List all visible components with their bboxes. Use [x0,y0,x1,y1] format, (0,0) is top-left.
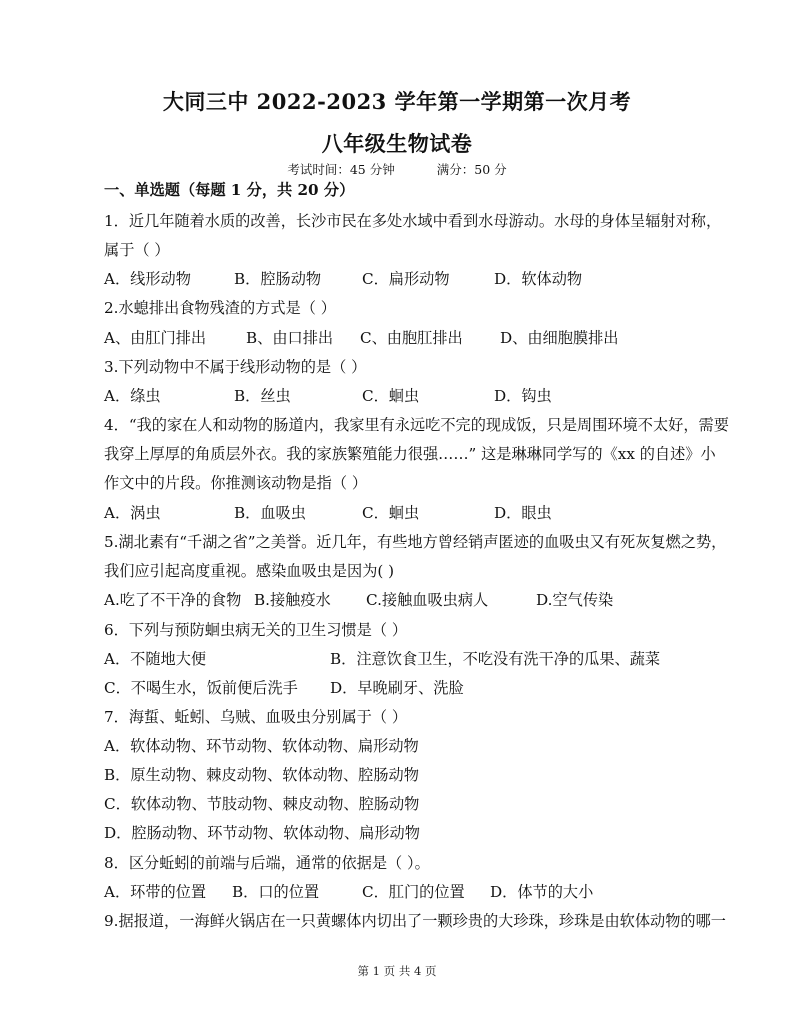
question-9-stem: 9.据报道，一海鲜火锅店在一只黄螺体内切出了一颗珍贵的大珍珠，珍珠是由软体动物的哪一 [104,912,726,930]
exam-time: 考试时间：45 分钟 [287,162,395,177]
question-6-options-row1 [104,649,704,669]
option-c: C.接触血吸虫病人 [366,591,489,609]
option-c: C、由胞肛排出 [360,329,463,347]
option-d: D．钩虫 [494,387,552,405]
section-heading: 一、单选题（每题 1 分，共 20 分） [104,181,355,199]
question-4-stem-cont: 我穿上厚厚的角质层外衣。我的家族繁殖能力很强……” 这是琳琳同学写的《xx 的自述》小 [104,445,716,463]
exam-info [0,160,794,178]
option-c: C．蛔虫 [362,504,420,522]
option-d: D．早晚刷牙、洗脸 [330,679,464,697]
option-b: B．血吸虫 [234,504,306,522]
exam-title: 大同三中 2022-2023 学年第一学期第一次月考 [162,89,632,114]
option-a: A.吃了不干净的食物 [104,591,242,609]
question-6-stem: 6．下列与预防蛔虫病无关的卫生习惯是（ ） [104,621,408,639]
option-a: A．线形动物 [104,270,191,288]
exam-score: 满分：50 分 [436,162,507,177]
question-8-options [104,882,704,902]
option-d: D．腔肠动物、环节动物、软体动物、扁形动物 [104,824,420,842]
option-d: D.空气传染 [536,591,614,609]
option-d: D．眼虫 [494,504,552,522]
option-a: A、由肛门排出 [104,329,207,347]
option-a: A．不随地大便 [104,650,207,668]
question-1-stem: 1．近几年随着水质的改善，长沙市民在多处水域中看到水母游动。水母的身体呈辐射对称， [104,212,722,230]
question-8-stem: 8．区分蚯蚓的前端与后端，通常的依据是（ ）。 [104,854,430,872]
question-2-options [104,328,704,348]
option-b: B．丝虫 [234,387,291,405]
option-b: B．腔肠动物 [234,270,322,288]
question-1-stem-cont: 属于（ ） [104,241,170,259]
question-7-stem: 7．海蜇、蚯蚓、乌贼、血吸虫分别属于（ ） [104,708,408,726]
question-3-stem: 3.下列动物中不属于线形动物的是（ ） [104,358,367,376]
option-c: C．肛门的位置 [362,883,465,901]
exam-subtitle: 八年级生物试卷 [321,131,473,156]
question-5-options [104,590,704,610]
question-4-stem-cont2: 作文中的片段。你推测该动物是指（ ） [104,474,368,492]
option-c: C．扁形动物 [362,270,450,288]
option-c: C．软体动物、节肢动物、棘皮动物、腔肠动物 [104,795,420,813]
question-5-stem-cont: 我们应引起高度重视。感染血吸虫是因为( ) [104,562,395,580]
option-b: B．口的位置 [232,883,320,901]
option-d: D．软体动物 [494,270,583,288]
question-4-stem: 4．“我的家在人和动物的肠道内，我家里有永远吃不完的现成饭，只是周围环境不太好，需要 [104,416,729,434]
option-b: B．注意饮食卫生，不吃没有洗干净的瓜果、蔬菜 [330,650,661,668]
option-c: C．不喝生水，饭前便后洗手 [104,679,298,697]
option-d: D、由细胞膜排出 [500,329,619,347]
page-footer: 第 1 页 共 4 页 [357,964,437,978]
question-3-options [104,386,704,406]
question-4-options [104,503,704,523]
option-d: D．体节的大小 [490,883,594,901]
question-2-stem: 2.水螅排出食物残渣的方式是（ ） [104,299,336,317]
question-5-stem: 5.湖北素有“千湖之省”之美誉。近几年，有些地方曾经销声匿迹的血吸虫又有死灰复燃之势， [104,533,727,551]
question-1-options [104,269,704,289]
option-c: C．蛔虫 [362,387,420,405]
option-a: A．软体动物、环节动物、软体动物、扁形动物 [104,737,419,755]
option-a: A．绦虫 [104,387,161,405]
option-b: B.接触疫水 [254,591,331,609]
option-a: A．环带的位置 [104,883,207,901]
question-6-options-row2 [104,678,704,698]
option-b: B、由口排出 [246,329,334,347]
option-a: A．涡虫 [104,504,161,522]
option-b: B．原生动物、棘皮动物、软体动物、腔肠动物 [104,766,419,784]
